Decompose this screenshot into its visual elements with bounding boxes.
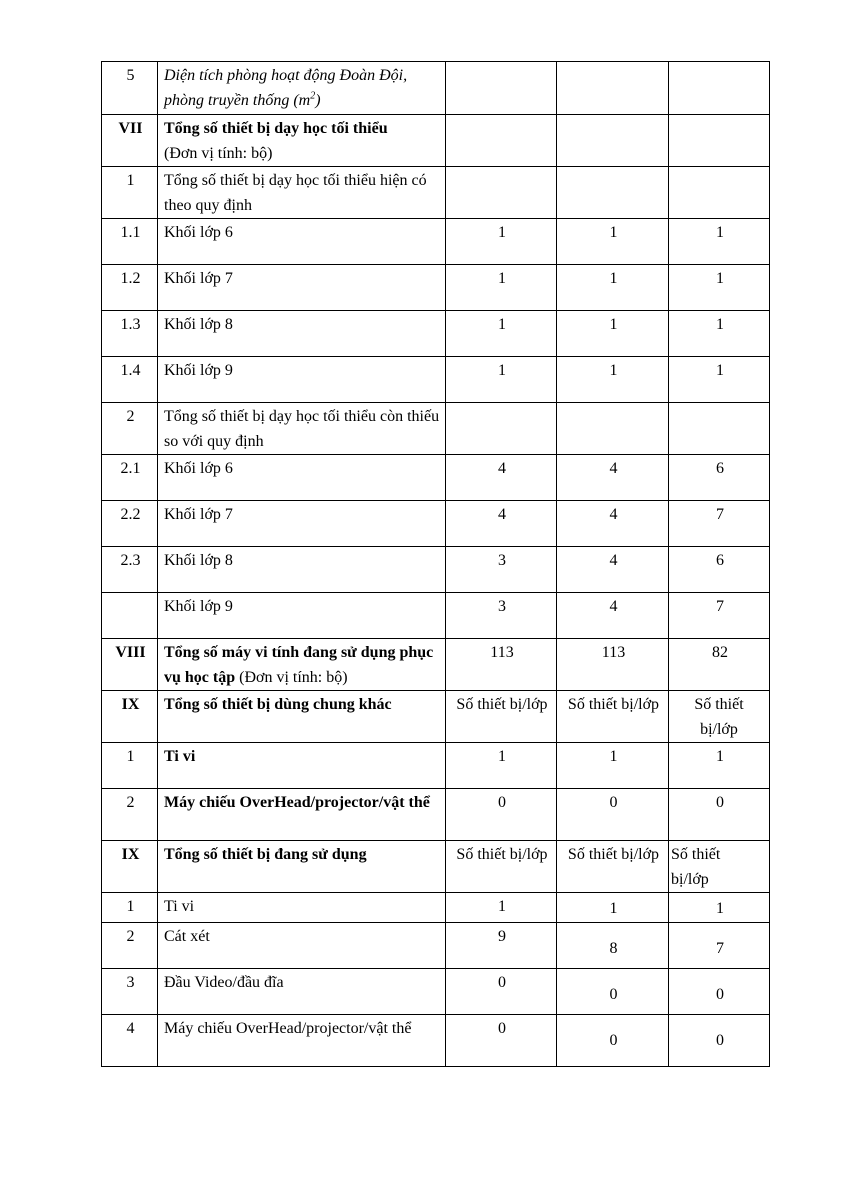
value-cell-1: 1 <box>446 893 557 923</box>
value-cell-3: 7 <box>669 501 770 547</box>
section-number: VII <box>102 115 158 167</box>
section-title: Tổng số máy vi tính đang sử dụng phục vụ học tập (Đơn vị tính: bộ) <box>158 639 446 691</box>
value-cell-1: Số thiết bị/lớp <box>446 841 557 893</box>
row-title: Khối lớp 9 <box>158 357 446 403</box>
value-cell-2: Số thiết bị/lớp <box>557 691 669 743</box>
value-cell-1: 3 <box>446 547 557 593</box>
value-cell-2: 1 <box>557 743 669 789</box>
row-number: 4 <box>102 1015 158 1067</box>
row-number: 1.1 <box>102 219 158 265</box>
value-cell-2: 113 <box>557 639 669 691</box>
value-cell-2: 0 <box>557 1015 669 1067</box>
value-cell-3 <box>669 115 770 167</box>
table-row <box>102 743 770 789</box>
row-title: Máy chiếu OverHead/projector/vật thể <box>158 1015 446 1067</box>
section-title: Tổng số thiết bị dạy học tối thiểu (Đơn vị tính: bộ) <box>158 115 446 167</box>
value-cell-3: 1 <box>669 265 770 311</box>
table-row <box>102 357 770 403</box>
value-cell-3 <box>669 403 770 455</box>
row-title: Ti vi <box>158 743 446 789</box>
table-row <box>102 265 770 311</box>
table-row <box>102 841 770 893</box>
table-row <box>102 593 770 639</box>
table-row <box>102 455 770 501</box>
value-cell-1: 1 <box>446 357 557 403</box>
table-row <box>102 219 770 265</box>
value-cell-3: 0 <box>669 1015 770 1067</box>
value-cell-1 <box>446 115 557 167</box>
value-cell-3: 1 <box>669 311 770 357</box>
row-number: 2 <box>102 403 158 455</box>
row-number: 5 <box>102 62 158 115</box>
table-row <box>102 789 770 841</box>
row-title: Cát xét <box>158 923 446 969</box>
table-row <box>102 547 770 593</box>
row-title: Khối lớp 9 <box>158 593 446 639</box>
value-cell-1: 113 <box>446 639 557 691</box>
row-title: Ti vi <box>158 893 446 923</box>
value-cell-2: Số thiết bị/lớp <box>557 841 669 893</box>
section-number: IX <box>102 691 158 743</box>
row-title: Tổng số thiết bị dạy học tối thiểu hiện có theo quy định <box>158 167 446 219</box>
table-row <box>102 969 770 1015</box>
value-cell-2: 4 <box>557 455 669 501</box>
value-cell-1: 1 <box>446 311 557 357</box>
row-number: 1.3 <box>102 311 158 357</box>
table-row <box>102 1015 770 1067</box>
value-cell-1: 1 <box>446 265 557 311</box>
value-cell-2: 0 <box>557 969 669 1015</box>
value-cell-2: 8 <box>557 923 669 969</box>
table-row <box>102 893 770 923</box>
value-cell-1: 1 <box>446 743 557 789</box>
value-cell-3: 0 <box>669 789 770 841</box>
row-title: Diện tích phòng hoạt động Đoàn Đội, phòng truyền thống $(m^2)$ <box>158 62 446 115</box>
value-cell-1: 9 <box>446 923 557 969</box>
value-cell-1: 4 <box>446 501 557 547</box>
value-cell-2: 1 <box>557 265 669 311</box>
row-number: 2.3 <box>102 547 158 593</box>
value-cell-2: 4 <box>557 501 669 547</box>
value-cell-3 <box>669 62 770 115</box>
row-title: Máy chiếu OverHead/projector/vật thể <box>158 789 446 841</box>
row-title: Đầu Video/đầu đĩa <box>158 969 446 1015</box>
row-title: Khối lớp 8 <box>158 311 446 357</box>
value-cell-1: 0 <box>446 969 557 1015</box>
value-cell-2: 4 <box>557 593 669 639</box>
value-cell-3 <box>669 167 770 219</box>
value-cell-1: 0 <box>446 789 557 841</box>
row-number: 2.1 <box>102 455 158 501</box>
row-title: Tổng số thiết bị dạy học tối thiểu còn thiếu so với quy định <box>158 403 446 455</box>
value-cell-2: 0 <box>557 789 669 841</box>
table-row <box>102 639 770 691</box>
table-row <box>102 923 770 969</box>
row-number: 3 <box>102 969 158 1015</box>
facilities-table <box>101 61 770 1067</box>
row-number <box>102 593 158 639</box>
section-title: Tổng số thiết bị đang sử dụng <box>158 841 446 893</box>
row-number: 1 <box>102 893 158 923</box>
value-cell-2 <box>557 167 669 219</box>
value-cell-1: 4 <box>446 455 557 501</box>
row-number: 1.2 <box>102 265 158 311</box>
value-cell-1: 1 <box>446 219 557 265</box>
table-row <box>102 115 770 167</box>
value-cell-2: 1 <box>557 357 669 403</box>
value-cell-1 <box>446 62 557 115</box>
table-row <box>102 311 770 357</box>
value-cell-2 <box>557 62 669 115</box>
row-number: 1.4 <box>102 357 158 403</box>
value-cell-2: 1 <box>557 219 669 265</box>
value-cell-3: 0 <box>669 969 770 1015</box>
value-cell-3: 7 <box>669 923 770 969</box>
value-cell-3: 6 <box>669 455 770 501</box>
value-cell-1: 3 <box>446 593 557 639</box>
row-number: 2 <box>102 789 158 841</box>
row-title: Khối lớp 6 <box>158 455 446 501</box>
value-cell-2: 1 <box>557 311 669 357</box>
value-cell-3: 1 <box>669 743 770 789</box>
section-number: IX <box>102 841 158 893</box>
row-title: Khối lớp 7 <box>158 265 446 311</box>
row-number: 1 <box>102 167 158 219</box>
value-cell-1 <box>446 403 557 455</box>
table-row <box>102 691 770 743</box>
table-row <box>102 62 770 115</box>
section-title: Tổng số thiết bị dùng chung khác <box>158 691 446 743</box>
value-cell-3: 1 <box>669 893 770 923</box>
value-cell-1: Số thiết bị/lớp <box>446 691 557 743</box>
value-cell-2: 4 <box>557 547 669 593</box>
table-row <box>102 501 770 547</box>
row-number: 1 <box>102 743 158 789</box>
row-title: Khối lớp 8 <box>158 547 446 593</box>
value-cell-3: Số thiết bị/lớp <box>669 841 770 893</box>
section-number: VIII <box>102 639 158 691</box>
value-cell-2 <box>557 115 669 167</box>
value-cell-3: 1 <box>669 357 770 403</box>
value-cell-2: 1 <box>557 893 669 923</box>
row-title: Khối lớp 6 <box>158 219 446 265</box>
value-cell-3: Số thiết bị/lớp <box>669 691 770 743</box>
value-cell-3: 6 <box>669 547 770 593</box>
value-cell-1 <box>446 167 557 219</box>
value-cell-3: 82 <box>669 639 770 691</box>
table-row <box>102 403 770 455</box>
row-number: 2.2 <box>102 501 158 547</box>
row-number: 2 <box>102 923 158 969</box>
row-title: Khối lớp 7 <box>158 501 446 547</box>
value-cell-2 <box>557 403 669 455</box>
value-cell-3: 7 <box>669 593 770 639</box>
table-row <box>102 167 770 219</box>
value-cell-3: 1 <box>669 219 770 265</box>
value-cell-1: 0 <box>446 1015 557 1067</box>
